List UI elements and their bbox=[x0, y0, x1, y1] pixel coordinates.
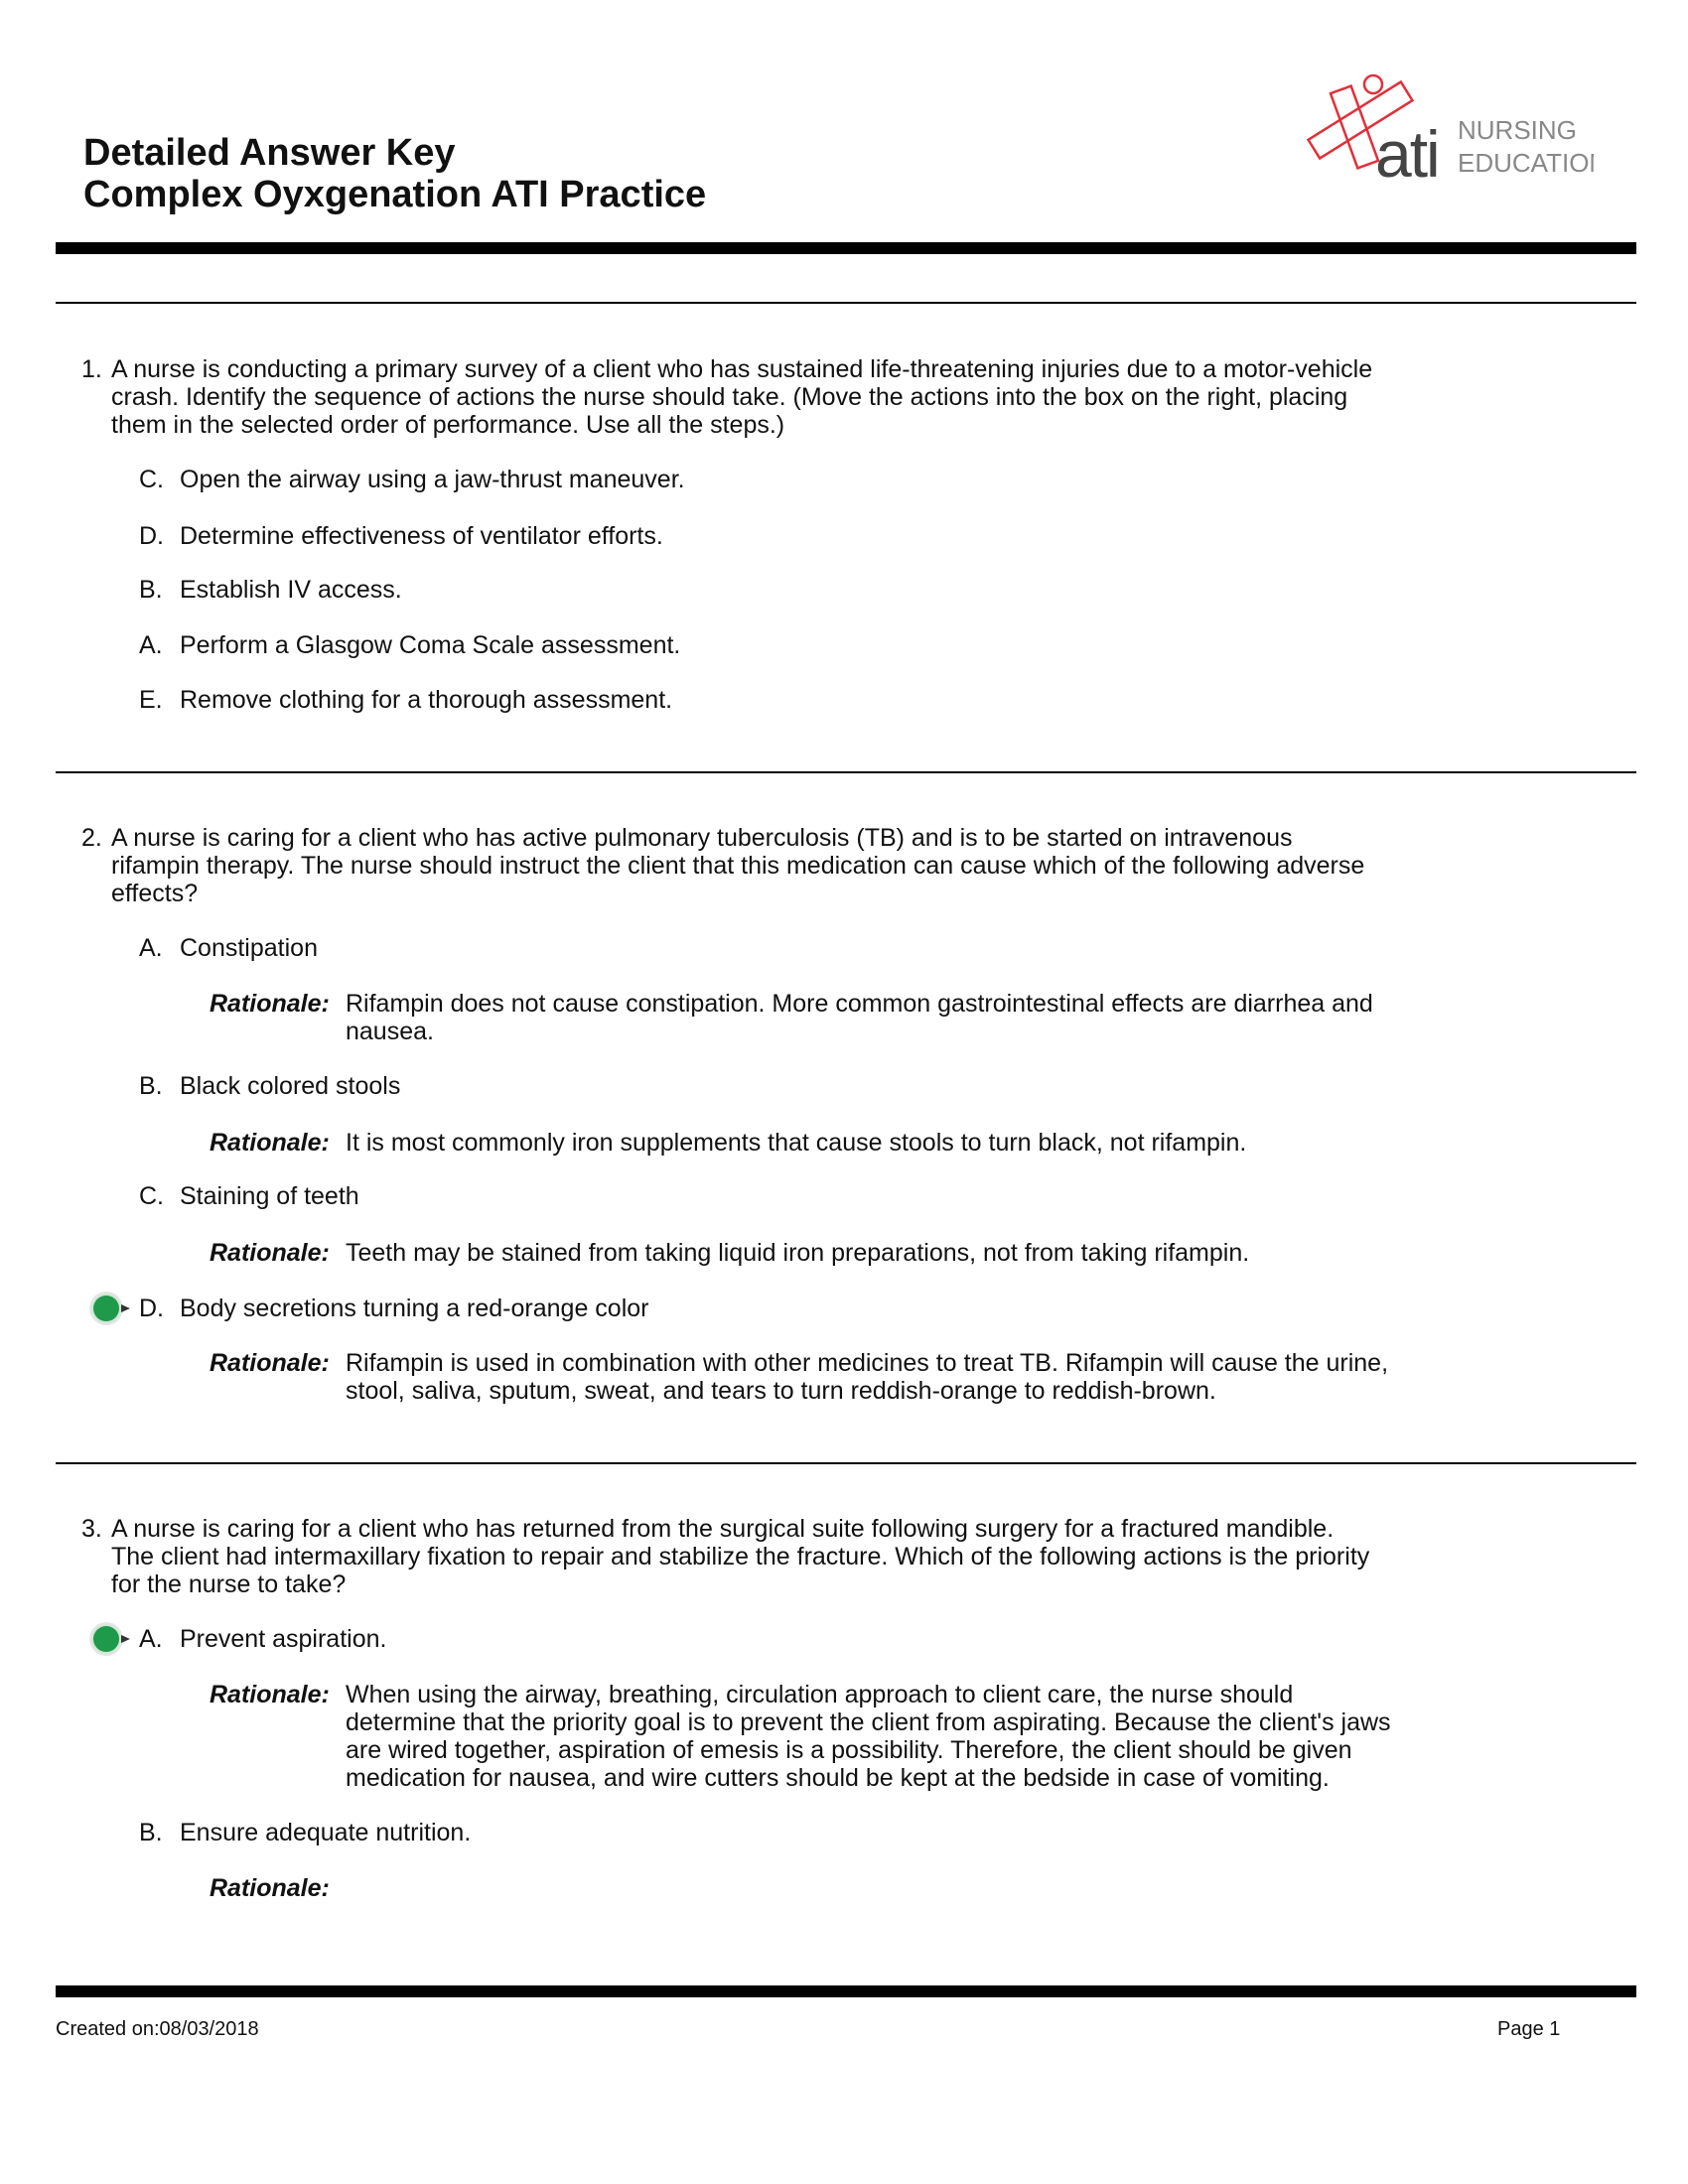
option-letter: E. bbox=[139, 686, 163, 714]
option-text: Open the airway using a jaw-thrust maneuver. bbox=[180, 466, 685, 493]
svg-text:ati: ati bbox=[1375, 117, 1439, 191]
question-stem: A nurse is caring for a client who has active pulmonary tuberculosis (TB) and is to be started on intravenous rifampin therapy. The nurse should instruct the client that this medication can cause which of the following adverse effects? bbox=[111, 824, 1365, 907]
rationale-label: Rationale: bbox=[210, 1681, 330, 1708]
svg-text:NURSING: NURSING bbox=[1458, 115, 1577, 145]
divider bbox=[56, 1462, 1636, 1464]
document-title: Detailed Answer Key bbox=[83, 132, 456, 174]
divider bbox=[56, 302, 1636, 304]
page-number: Page 1 bbox=[1497, 2018, 1561, 2040]
correct-answer-marker-icon bbox=[91, 1295, 131, 1322]
footer-rule bbox=[56, 1985, 1636, 1997]
option-text: Determine effectiveness of ventilator efforts. bbox=[180, 522, 663, 550]
rationale-text: Rifampin does not cause constipation. More common gastrointestinal effects are diarrhea and nausea. bbox=[346, 990, 1373, 1045]
rationale-text: When using the airway, breathing, circulation approach to client care, the nurse should determine that the priority goal is to prevent the client from aspirating. Because the client's jaws are wired together, aspiration of emesis is a possibility. Therefore, the client should be given medication for nausea, and wire cutters should be kept at the bedside in case of vomiting. bbox=[346, 1681, 1391, 1792]
rationale-label: Rationale: bbox=[210, 1239, 330, 1267]
svg-text:EDUCATION: EDUCATION bbox=[1458, 148, 1594, 178]
created-date: Created on:08/03/2018 bbox=[56, 2018, 259, 2040]
rationale-text: Rifampin is used in combination with other medicines to treat TB. Rifampin will cause the urine, stool, saliva, sputum, sweat, and tears to turn reddish-orange to reddish-brown. bbox=[346, 1349, 1389, 1405]
option-text: Constipation bbox=[180, 934, 318, 962]
ati-logo bbox=[1296, 60, 1594, 199]
rationale-label: Rationale: bbox=[210, 990, 330, 1018]
document-subtitle: Complex Oyxgenation ATI Practice bbox=[83, 174, 707, 215]
option-text: Ensure adequate nutrition. bbox=[180, 1819, 472, 1846]
question-number: 1. bbox=[81, 355, 102, 383]
question-number: 3. bbox=[81, 1515, 102, 1543]
question-stem: A nurse is conducting a primary survey of a client who has sustained life-threatening injuries due to a motor-vehicle crash. Identify the sequence of actions the nurse should take. (Move the actions into the box on the right, placing them in the selected order of performance. Use all the steps.) bbox=[111, 355, 1373, 439]
option-letter: A. bbox=[139, 631, 163, 659]
option-text: Remove clothing for a thorough assessment. bbox=[180, 686, 673, 714]
option-letter: B. bbox=[139, 576, 163, 604]
rationale-text: It is most commonly iron supplements that cause stools to turn black, not rifampin. bbox=[346, 1129, 1247, 1157]
option-text: Perform a Glasgow Coma Scale assessment. bbox=[180, 631, 681, 659]
question-number: 2. bbox=[81, 824, 102, 852]
option-letter: A. bbox=[139, 1625, 163, 1653]
option-text: Establish IV access. bbox=[180, 576, 402, 604]
rationale-text: Teeth may be stained from taking liquid iron preparations, not from taking rifampin. bbox=[346, 1239, 1250, 1267]
option-letter: C. bbox=[139, 1182, 164, 1210]
rationale-label: Rationale: bbox=[210, 1129, 330, 1157]
option-text: Black colored stools bbox=[180, 1072, 401, 1100]
option-letter: B. bbox=[139, 1819, 163, 1846]
option-text: Body secretions turning a red-orange color bbox=[180, 1295, 649, 1322]
header-rule bbox=[56, 242, 1636, 254]
option-letter: D. bbox=[139, 522, 164, 550]
option-text: Prevent aspiration. bbox=[180, 1625, 387, 1653]
option-letter: B. bbox=[139, 1072, 163, 1100]
correct-answer-marker-icon bbox=[91, 1625, 131, 1653]
ati-logo-graphic bbox=[1296, 60, 1594, 199]
divider bbox=[56, 771, 1636, 773]
rationale-label: Rationale: bbox=[210, 1874, 330, 1902]
option-letter: A. bbox=[139, 934, 163, 962]
rationale-label: Rationale: bbox=[210, 1349, 330, 1377]
option-letter: C. bbox=[139, 466, 164, 493]
option-text: Staining of teeth bbox=[180, 1182, 359, 1210]
question-stem: A nurse is caring for a client who has returned from the surgical suite following surgery for a fractured mandible. The client had intermaxillary fixation to repair and stabilize the fracture. Which of the following actions is the priority for the nurse to take? bbox=[111, 1515, 1370, 1598]
option-letter: D. bbox=[139, 1295, 164, 1322]
